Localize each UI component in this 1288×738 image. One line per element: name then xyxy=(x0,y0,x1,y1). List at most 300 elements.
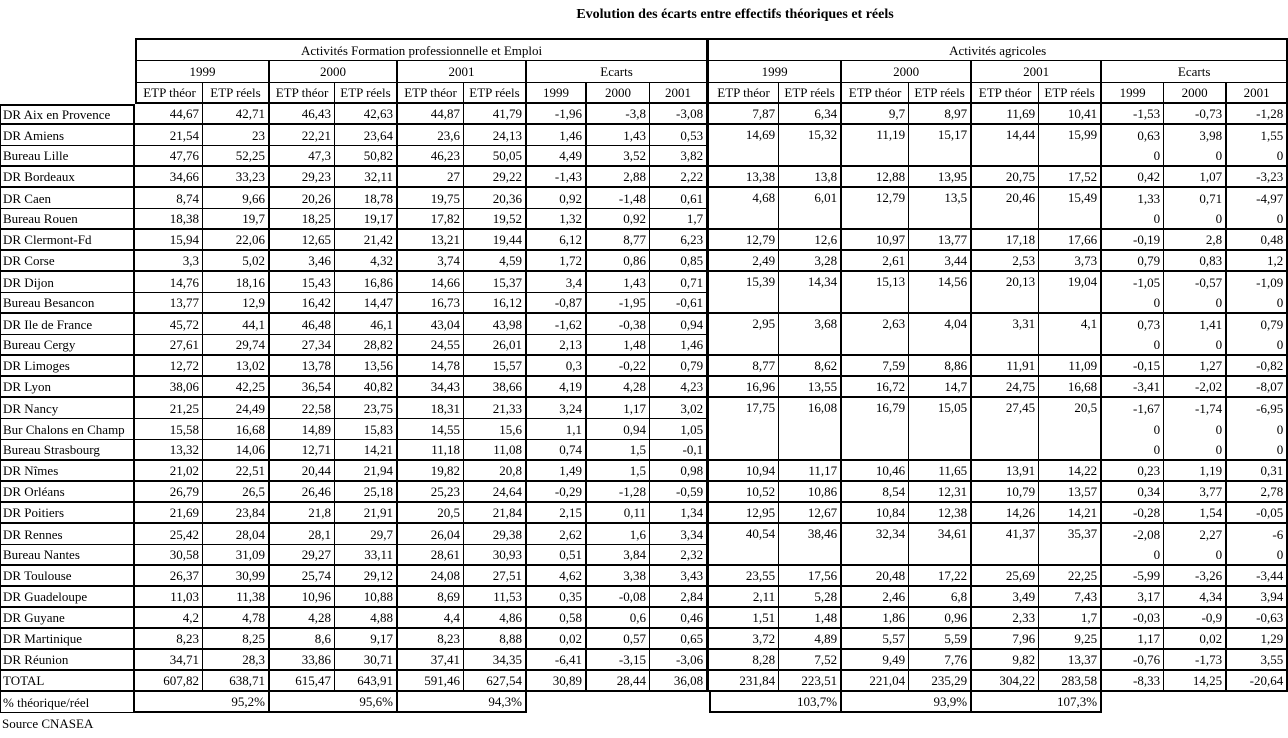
percent-f-2000: 95,6% xyxy=(270,692,398,713)
agricole-ecart-cell: 0 xyxy=(1227,335,1288,356)
formation-cell: 13,21 xyxy=(398,230,464,251)
agricole-cell: 24,75 xyxy=(972,377,1039,398)
column-header-row xyxy=(0,83,1288,104)
total-label: TOTAL xyxy=(0,671,135,692)
agricole-ecart-cell: 1,19 xyxy=(1164,461,1227,482)
agricole-ecart-cell: -6,95 xyxy=(1227,398,1288,419)
formation-cell: 0,85 xyxy=(650,251,709,272)
agricole-cell: 2,49 xyxy=(709,251,779,272)
formation-cell: 0,79 xyxy=(650,356,709,377)
col-etp-theor: ETP théor xyxy=(972,83,1039,104)
row-label: Bureau Besancon xyxy=(0,293,135,314)
row-label: DR Nîmes xyxy=(0,461,135,482)
formation-cell: -3,8 xyxy=(587,104,650,125)
formation-cell: 33,23 xyxy=(203,167,270,188)
agricole-ecart-cell: -0,63 xyxy=(1227,608,1288,629)
formation-cell: 16,68 xyxy=(203,419,270,440)
agricole-ecart-cell: -1,05 xyxy=(1102,272,1164,293)
agricole-cell: 10,86 xyxy=(779,482,842,503)
formation-cell: 46,1 xyxy=(335,314,398,335)
formation-cell: -1,62 xyxy=(527,314,587,335)
agricole-cell: 11,17 xyxy=(779,461,842,482)
formation-cell: 1,1 xyxy=(527,419,587,440)
agricole-cell: 40,54 xyxy=(709,524,779,566)
year-header-a-1999: 1999 xyxy=(709,61,842,83)
agricole-cell: 3,49 xyxy=(972,587,1039,608)
formation-cell: 24,55 xyxy=(398,335,464,356)
formation-cell: 3,46 xyxy=(270,251,335,272)
agricole-cell: 16,68 xyxy=(1039,377,1102,398)
row-label: DR Martinique xyxy=(0,629,135,650)
agricole-cell: 10,97 xyxy=(842,230,909,251)
agricole-ecart-cell: -0,19 xyxy=(1102,230,1164,251)
agricole-cell: 4,68 xyxy=(709,188,779,230)
agricole-cell: 2,11 xyxy=(709,587,779,608)
formation-cell: 19,17 xyxy=(335,209,398,230)
row-label: DR Toulouse xyxy=(0,566,135,587)
agricole-ecart-cell: 0,31 xyxy=(1227,461,1288,482)
agricole-cell: 1,51 xyxy=(709,608,779,629)
formation-cell: 0,35 xyxy=(527,587,587,608)
agricole-cell: 13,91 xyxy=(972,461,1039,482)
agricole-ecart-cell: 3,98 xyxy=(1164,125,1227,146)
agricole-cell: 15,17 xyxy=(909,125,972,167)
formation-cell: 13,56 xyxy=(335,356,398,377)
table-row xyxy=(0,356,1288,377)
agricole-cell: 9,49 xyxy=(842,650,909,671)
agricole-cell: 12,95 xyxy=(709,503,779,524)
row-label: Bureau Strasbourg xyxy=(0,440,135,461)
agricole-cell: 10,46 xyxy=(842,461,909,482)
year-header-f-1999: 1999 xyxy=(135,61,270,83)
agricole-ecart-cell: 0,34 xyxy=(1102,482,1164,503)
formation-cell: 12,9 xyxy=(203,293,270,314)
agricole-ecart-cell: 0 xyxy=(1227,545,1288,566)
formation-cell: 8,25 xyxy=(203,629,270,650)
percent-a-2001: 107,3% xyxy=(972,692,1102,713)
formation-cell: 0,71 xyxy=(650,272,709,293)
agricole-cell: 15,13 xyxy=(842,272,909,314)
agricole-cell: 12,31 xyxy=(909,482,972,503)
row-label: DR Bordeaux xyxy=(0,167,135,188)
formation-cell: 12,71 xyxy=(270,440,335,461)
year-header-row xyxy=(0,61,1288,83)
agricole-ecart-cell: -1,67 xyxy=(1102,398,1164,419)
agricole-cell: 7,76 xyxy=(909,650,972,671)
agricole-cell: 20,46 xyxy=(972,188,1039,230)
agricole-cell: 12,88 xyxy=(842,167,909,188)
row-label: Bureau Rouen xyxy=(0,209,135,230)
agricole-ecart-cell: -0,15 xyxy=(1102,356,1164,377)
agricole-ecart-cell: 0 xyxy=(1164,209,1227,230)
agricole-cell: 16,96 xyxy=(709,377,779,398)
formation-cell: 0,58 xyxy=(527,608,587,629)
formation-cell: 1,05 xyxy=(650,419,709,440)
formation-cell: 1,72 xyxy=(527,251,587,272)
agricole-cell: 1,7 xyxy=(1039,608,1102,629)
formation-cell: 29,27 xyxy=(270,545,335,566)
agricole-cell: 5,59 xyxy=(909,629,972,650)
agricole-ecart-cell: 1,27 xyxy=(1164,356,1227,377)
agricole-cell: 17,52 xyxy=(1039,167,1102,188)
formation-cell: 37,41 xyxy=(398,650,464,671)
formation-cell: 8,23 xyxy=(135,629,203,650)
agricole-ecart-cell: 1,17 xyxy=(1102,629,1164,650)
agricole-ecart-cell: -0,03 xyxy=(1102,608,1164,629)
formation-cell: 1,46 xyxy=(650,335,709,356)
col-ecart-1999: 1999 xyxy=(1102,83,1164,104)
agricole-cell: 4,04 xyxy=(909,314,972,356)
formation-cell: 4,88 xyxy=(335,608,398,629)
formation-cell: 15,83 xyxy=(335,419,398,440)
formation-cell: 17,82 xyxy=(398,209,464,230)
agricole-ecart-cell: -0,05 xyxy=(1227,503,1288,524)
formation-cell: 23 xyxy=(203,125,270,146)
agricole-ecart-cell: -0,28 xyxy=(1102,503,1164,524)
formation-cell: 1,32 xyxy=(527,209,587,230)
agricole-cell: 9,7 xyxy=(842,104,909,125)
col-etp-reels: ETP réels xyxy=(203,83,270,104)
agricole-cell: 13,95 xyxy=(909,167,972,188)
formation-cell: 2,88 xyxy=(587,167,650,188)
agricole-ecart-cell: -0,82 xyxy=(1227,356,1288,377)
agricole-ecart-cell: 1,2 xyxy=(1227,251,1288,272)
formation-cell: 44,1 xyxy=(203,314,270,335)
formation-cell: 21,25 xyxy=(135,398,203,419)
agricole-ecart-cell: 0,02 xyxy=(1164,629,1227,650)
agricole-ecart-cell: 0 xyxy=(1102,419,1164,440)
formation-cell: -0,61 xyxy=(650,293,709,314)
agricole-cell: 6,01 xyxy=(779,188,842,230)
formation-cell: 11,38 xyxy=(203,587,270,608)
formation-cell: 8,77 xyxy=(587,230,650,251)
agricole-ecart-cell: 0 xyxy=(1227,209,1288,230)
agricole-ecart-cell: -5,99 xyxy=(1102,566,1164,587)
total-cell: 615,47 xyxy=(270,671,335,692)
formation-cell: 19,44 xyxy=(464,230,527,251)
formation-cell: -1,95 xyxy=(587,293,650,314)
row-label: DR Caen xyxy=(0,188,135,209)
table-row xyxy=(0,104,1288,125)
agricole-cell: 7,52 xyxy=(779,650,842,671)
agricole-cell: 3,68 xyxy=(779,314,842,356)
agricole-cell: 20,48 xyxy=(842,566,909,587)
agricole-cell: 15,05 xyxy=(909,398,972,461)
agricole-ecart-cell: 0,71 xyxy=(1164,188,1227,209)
formation-cell: 12,72 xyxy=(135,356,203,377)
total-cell: -8,33 xyxy=(1102,671,1164,692)
percent-a-2000: 93,9% xyxy=(842,692,972,713)
table-row xyxy=(0,629,1288,650)
formation-cell: 29,22 xyxy=(464,167,527,188)
agricole-cell: 4,89 xyxy=(779,629,842,650)
formation-cell: 3,4 xyxy=(527,272,587,293)
formation-cell: 1,5 xyxy=(587,461,650,482)
formation-cell: 13,78 xyxy=(270,356,335,377)
total-cell: 627,54 xyxy=(464,671,527,692)
col-etp-reels: ETP réels xyxy=(779,83,842,104)
formation-cell: 42,63 xyxy=(335,104,398,125)
agricole-cell: 7,43 xyxy=(1039,587,1102,608)
formation-cell: 8,74 xyxy=(135,188,203,209)
agricole-ecart-cell: 0 xyxy=(1164,440,1227,461)
agricole-ecart-cell: -2,08 xyxy=(1102,524,1164,545)
agricole-ecart-cell: 0,83 xyxy=(1164,251,1227,272)
formation-cell: 0,74 xyxy=(527,440,587,461)
agricole-ecart-cell: -3,26 xyxy=(1164,566,1227,587)
agricole-cell: 13,57 xyxy=(1039,482,1102,503)
agricole-ecart-cell: 0,42 xyxy=(1102,167,1164,188)
formation-cell: 25,23 xyxy=(398,482,464,503)
formation-cell: 0,94 xyxy=(650,314,709,335)
agricole-cell: 8,54 xyxy=(842,482,909,503)
formation-cell: 34,71 xyxy=(135,650,203,671)
agricole-ecart-cell: 0 xyxy=(1227,419,1288,440)
row-label: DR Nancy xyxy=(0,398,135,419)
formation-cell: 33,11 xyxy=(335,545,398,566)
agricole-ecart-cell: -6 xyxy=(1227,524,1288,545)
formation-cell: 16,42 xyxy=(270,293,335,314)
corner-spacer xyxy=(0,38,135,61)
row-label: Bureau Cergy xyxy=(0,335,135,356)
formation-cell: 47,76 xyxy=(135,146,203,167)
agricole-cell: 1,86 xyxy=(842,608,909,629)
agricole-cell: 16,08 xyxy=(779,398,842,461)
row-label: DR Ile de France xyxy=(0,314,135,335)
formation-cell: 4,28 xyxy=(270,608,335,629)
formation-cell: 20,36 xyxy=(464,188,527,209)
agricole-cell: 13,5 xyxy=(909,188,972,230)
col-etp-theor: ETP théor xyxy=(709,83,779,104)
formation-cell: 46,48 xyxy=(270,314,335,335)
formation-cell: 14,76 xyxy=(135,272,203,293)
formation-cell: 20,5 xyxy=(398,503,464,524)
formation-cell: 19,52 xyxy=(464,209,527,230)
formation-cell: 18,25 xyxy=(270,209,335,230)
formation-cell: 13,32 xyxy=(135,440,203,461)
row-label: DR Clermont-Fd xyxy=(0,230,135,251)
formation-cell: 19,75 xyxy=(398,188,464,209)
agricole-cell: 8,97 xyxy=(909,104,972,125)
total-cell: 14,25 xyxy=(1164,671,1227,692)
agricole-ecart-cell: 1,33 xyxy=(1102,188,1164,209)
agricole-cell: 27,45 xyxy=(972,398,1039,461)
agricole-ecart-cell: 2,78 xyxy=(1227,482,1288,503)
formation-cell: 2,22 xyxy=(650,167,709,188)
row-label: DR Lyon xyxy=(0,377,135,398)
agricole-cell: 11,19 xyxy=(842,125,909,167)
formation-cell: 21,84 xyxy=(464,503,527,524)
section-header-row xyxy=(0,38,1288,61)
formation-cell: 20,8 xyxy=(464,461,527,482)
formation-cell: 8,6 xyxy=(270,629,335,650)
formation-cell: 30,93 xyxy=(464,545,527,566)
formation-cell: -6,41 xyxy=(527,650,587,671)
agricole-cell: 14,7 xyxy=(909,377,972,398)
formation-cell: 21,8 xyxy=(270,503,335,524)
agricole-cell: 12,6 xyxy=(779,230,842,251)
formation-cell: 1,5 xyxy=(587,440,650,461)
formation-cell: -0,08 xyxy=(587,587,650,608)
agricole-cell: 16,79 xyxy=(842,398,909,461)
formation-cell: 23,84 xyxy=(203,503,270,524)
agricole-cell: 7,96 xyxy=(972,629,1039,650)
formation-cell: 12,65 xyxy=(270,230,335,251)
agricole-cell: 38,46 xyxy=(779,524,842,566)
col-etp-theor: ETP théor xyxy=(842,83,909,104)
row-label: DR Guyane xyxy=(0,608,135,629)
col-ecart-1999: 1999 xyxy=(527,83,587,104)
formation-cell: 21,33 xyxy=(464,398,527,419)
formation-cell: 3,43 xyxy=(650,566,709,587)
formation-cell: 22,21 xyxy=(270,125,335,146)
agricole-ecart-cell: 0,23 xyxy=(1102,461,1164,482)
formation-cell: 28,1 xyxy=(270,524,335,545)
corner-spacer xyxy=(0,61,135,83)
formation-cell: 27 xyxy=(398,167,464,188)
formation-cell: 14,47 xyxy=(335,293,398,314)
formation-cell: 16,86 xyxy=(335,272,398,293)
agricole-cell: 11,91 xyxy=(972,356,1039,377)
year-header-f-2000: 2000 xyxy=(270,61,398,83)
formation-cell: 45,72 xyxy=(135,314,203,335)
formation-cell: 2,62 xyxy=(527,524,587,545)
col-ecart-2000: 2000 xyxy=(1164,83,1227,104)
formation-cell: 11,53 xyxy=(464,587,527,608)
agricole-cell: 3,73 xyxy=(1039,251,1102,272)
agricole-cell: 8,77 xyxy=(709,356,779,377)
agricole-cell: 32,34 xyxy=(842,524,909,566)
formation-cell: 31,09 xyxy=(203,545,270,566)
formation-cell: 28,3 xyxy=(203,650,270,671)
agricole-cell: 12,38 xyxy=(909,503,972,524)
table-row xyxy=(0,314,1288,335)
total-cell: 643,91 xyxy=(335,671,398,692)
formation-cell: 4,78 xyxy=(203,608,270,629)
formation-cell: 15,37 xyxy=(464,272,527,293)
formation-cell: 34,35 xyxy=(464,650,527,671)
formation-cell: 14,89 xyxy=(270,419,335,440)
agricole-ecart-cell: -0,9 xyxy=(1164,608,1227,629)
agricole-ecart-cell: 0 xyxy=(1164,419,1227,440)
formation-cell: 26,01 xyxy=(464,335,527,356)
formation-cell: 42,71 xyxy=(203,104,270,125)
formation-cell: 19,7 xyxy=(203,209,270,230)
agricole-ecart-cell: 0 xyxy=(1102,545,1164,566)
agricole-cell: 6,34 xyxy=(779,104,842,125)
formation-cell: 21,54 xyxy=(135,125,203,146)
agricole-cell: 17,75 xyxy=(709,398,779,461)
row-label: DR Réunion xyxy=(0,650,135,671)
formation-cell: 24,49 xyxy=(203,398,270,419)
formation-cell: 0,98 xyxy=(650,461,709,482)
agricole-cell: 16,72 xyxy=(842,377,909,398)
agricole-cell: 12,67 xyxy=(779,503,842,524)
formation-cell: 15,6 xyxy=(464,419,527,440)
formation-cell: 4,62 xyxy=(527,566,587,587)
formation-cell: 0,94 xyxy=(587,419,650,440)
agricole-cell: 10,41 xyxy=(1039,104,1102,125)
formation-cell: 15,43 xyxy=(270,272,335,293)
formation-cell: -0,29 xyxy=(527,482,587,503)
formation-cell: 8,88 xyxy=(464,629,527,650)
table-row xyxy=(0,587,1288,608)
agricole-cell: 8,62 xyxy=(779,356,842,377)
agricole-cell: 6,8 xyxy=(909,587,972,608)
formation-cell: 20,44 xyxy=(270,461,335,482)
formation-cell: 3,74 xyxy=(398,251,464,272)
formation-cell: -3,06 xyxy=(650,650,709,671)
agricole-ecart-cell: 1,07 xyxy=(1164,167,1227,188)
formation-cell: 42,25 xyxy=(203,377,270,398)
formation-cell: 25,42 xyxy=(135,524,203,545)
percent-gap xyxy=(527,692,709,713)
agricole-cell: 17,18 xyxy=(972,230,1039,251)
agricole-cell: 4,1 xyxy=(1039,314,1102,356)
formation-cell: 3,02 xyxy=(650,398,709,419)
formation-cell: 22,58 xyxy=(270,398,335,419)
formation-cell: 30,71 xyxy=(335,650,398,671)
row-label: DR Amiens xyxy=(0,125,135,146)
row-label: Bureau Nantes xyxy=(0,545,135,566)
formation-cell: 21,69 xyxy=(135,503,203,524)
formation-cell: 38,66 xyxy=(464,377,527,398)
agricole-ecart-cell: 0 xyxy=(1102,146,1164,167)
agricole-cell: 20,5 xyxy=(1039,398,1102,461)
agricole-ecart-cell: 3,94 xyxy=(1227,587,1288,608)
formation-cell: 13,02 xyxy=(203,356,270,377)
formation-cell: 46,23 xyxy=(398,146,464,167)
formation-cell: 50,05 xyxy=(464,146,527,167)
total-cell: 223,51 xyxy=(779,671,842,692)
year-header-a-2000: 2000 xyxy=(842,61,972,83)
agricole-cell: 2,61 xyxy=(842,251,909,272)
col-ecart-2001: 2001 xyxy=(650,83,709,104)
formation-cell: 18,16 xyxy=(203,272,270,293)
row-label: DR Rennes xyxy=(0,524,135,545)
formation-cell: -1,48 xyxy=(587,188,650,209)
formation-cell: 10,88 xyxy=(335,587,398,608)
formation-cell: 4,19 xyxy=(527,377,587,398)
formation-cell: 26,79 xyxy=(135,482,203,503)
agricole-cell: 41,37 xyxy=(972,524,1039,566)
total-cell: 607,82 xyxy=(135,671,203,692)
agricole-cell: 1,48 xyxy=(779,608,842,629)
table-row xyxy=(0,503,1288,524)
agricole-ecart-cell: 0 xyxy=(1227,146,1288,167)
corner-spacer xyxy=(0,83,135,104)
agricole-ecart-cell: 0 xyxy=(1102,293,1164,314)
agricole-ecart-cell: 4,34 xyxy=(1164,587,1227,608)
formation-cell: 22,51 xyxy=(203,461,270,482)
formation-cell: 0,65 xyxy=(650,629,709,650)
formation-cell: 8,23 xyxy=(398,629,464,650)
formation-cell: 10,96 xyxy=(270,587,335,608)
agricole-ecart-cell: -1,53 xyxy=(1102,104,1164,125)
formation-cell: 2,32 xyxy=(650,545,709,566)
formation-cell: 0,92 xyxy=(587,209,650,230)
formation-cell: 9,66 xyxy=(203,188,270,209)
formation-cell: 43,98 xyxy=(464,314,527,335)
total-row xyxy=(0,671,1288,692)
formation-cell: -0,22 xyxy=(587,356,650,377)
table-row xyxy=(0,125,1288,146)
source-note: Source CNASEA xyxy=(2,716,94,731)
formation-cell: -1,96 xyxy=(527,104,587,125)
year-header-a-2001: 2001 xyxy=(972,61,1102,83)
agricole-ecart-cell: 0 xyxy=(1164,146,1227,167)
agricole-ecart-cell: -1,74 xyxy=(1164,398,1227,419)
